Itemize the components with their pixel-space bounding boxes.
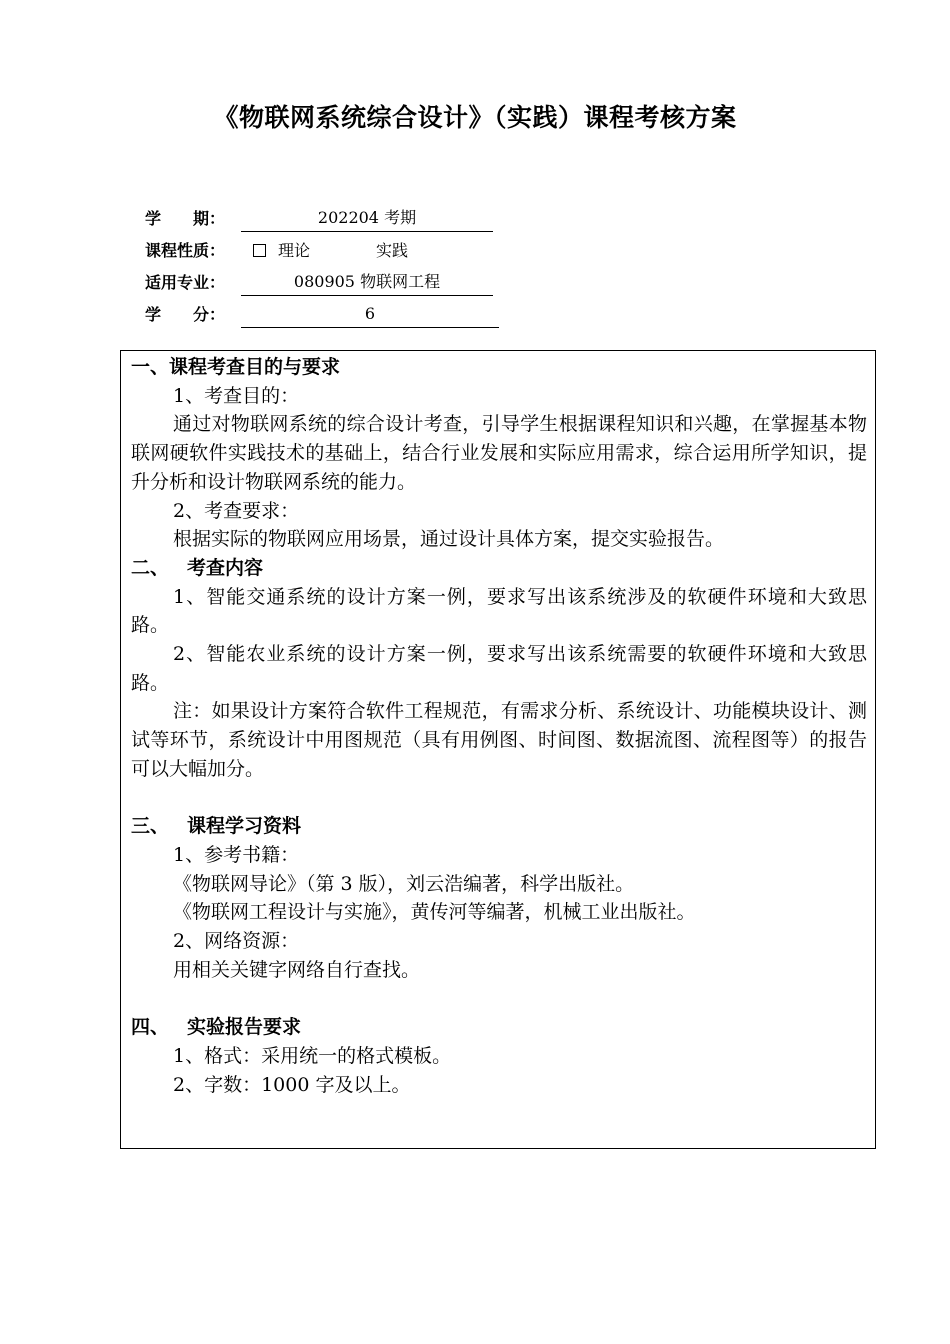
section-4-heading: 实验报告要求 [187,1016,302,1039]
nature-option-theory: 理论 [278,241,311,260]
term-value: 202204 考期 [241,205,493,232]
section-4-number: 四、 [131,1016,170,1039]
section-2-item-1: 1、智能交通系统的设计方案一例，要求写出该系统涉及的软硬件环境和大致思路。 [131,585,867,637]
credit-value: 6 [241,301,499,328]
term-label: 学 期： [145,209,226,228]
major-value: 080905 物联网工程 [241,269,493,296]
major-label: 适用专业： [145,273,226,292]
section-1-item-1-title: 1、考查目的： [173,384,300,407]
section-2-number: 二、 [131,556,170,579]
section-2-heading-row [131,554,867,583]
section-1-heading: 一、课程考查目的与要求 [131,356,341,378]
assessment-content-box [120,350,876,1149]
section-3-heading: 课程学习资料 [187,815,302,838]
section-2-note: 注：如果设计方案符合软件工程规范，有需求分析、系统设计、功能模块设计、测试等环节，系统设计中用图规范（具有用例图、时间图、数据流图、流程图等）的报告可以大幅加分。 [131,700,867,780]
section-3-item-1-title: 1、参考书籍： [173,843,300,866]
section-3-heading-row [131,812,867,841]
reference-book-2: 《物联网工程设计与实施》，黄传河等编著，机械工业出版社。 [173,901,696,924]
section-2-heading: 考查内容 [187,556,264,579]
credit-label: 学 分： [145,305,226,324]
section-2-item-2: 2、智能农业系统的设计方案一例，要求写出该系统需要的软硬件环境和大致思路。 [131,643,867,694]
section-3-item-2-text: 用相关关键字网络自行查找。 [173,958,421,981]
reference-book-1: 《物联网导论》（第 3 版），刘云浩编著，科学出版社。 [173,872,635,895]
nature-option-practice: 实践 [376,241,409,260]
section-4-heading-row [131,1013,867,1042]
section-4-item-1: 1、格式：采用统一的格式模板。 [173,1044,452,1067]
section-3-item-2-title: 2、网络资源： [173,930,300,953]
theory-checkbox-icon [253,244,266,257]
section-1-item-1-text: 通过对物联网系统的综合设计考查，引导学生根据课程知识和兴趣，在掌握基本物联网硬软件实践技术的基础上，结合行业发展和实际应用需求，综合运用所学知识，提升分析和设计物联网系统的能力。 [131,413,867,493]
page-title: 《物联网系统综合设计》（实践）课程考核方案 [213,103,737,132]
nature-label: 课程性质： [145,241,226,260]
section-1-item-2-text: 根据实际的物联网应用场景，通过设计具体方案，提交实验报告。 [173,528,725,551]
section-3-number: 三、 [131,815,170,838]
nature-options [253,237,408,265]
section-4-item-2: 2、字数：1000 字及以上。 [173,1073,411,1096]
section-1-item-2-title: 2、考查要求： [173,499,300,522]
